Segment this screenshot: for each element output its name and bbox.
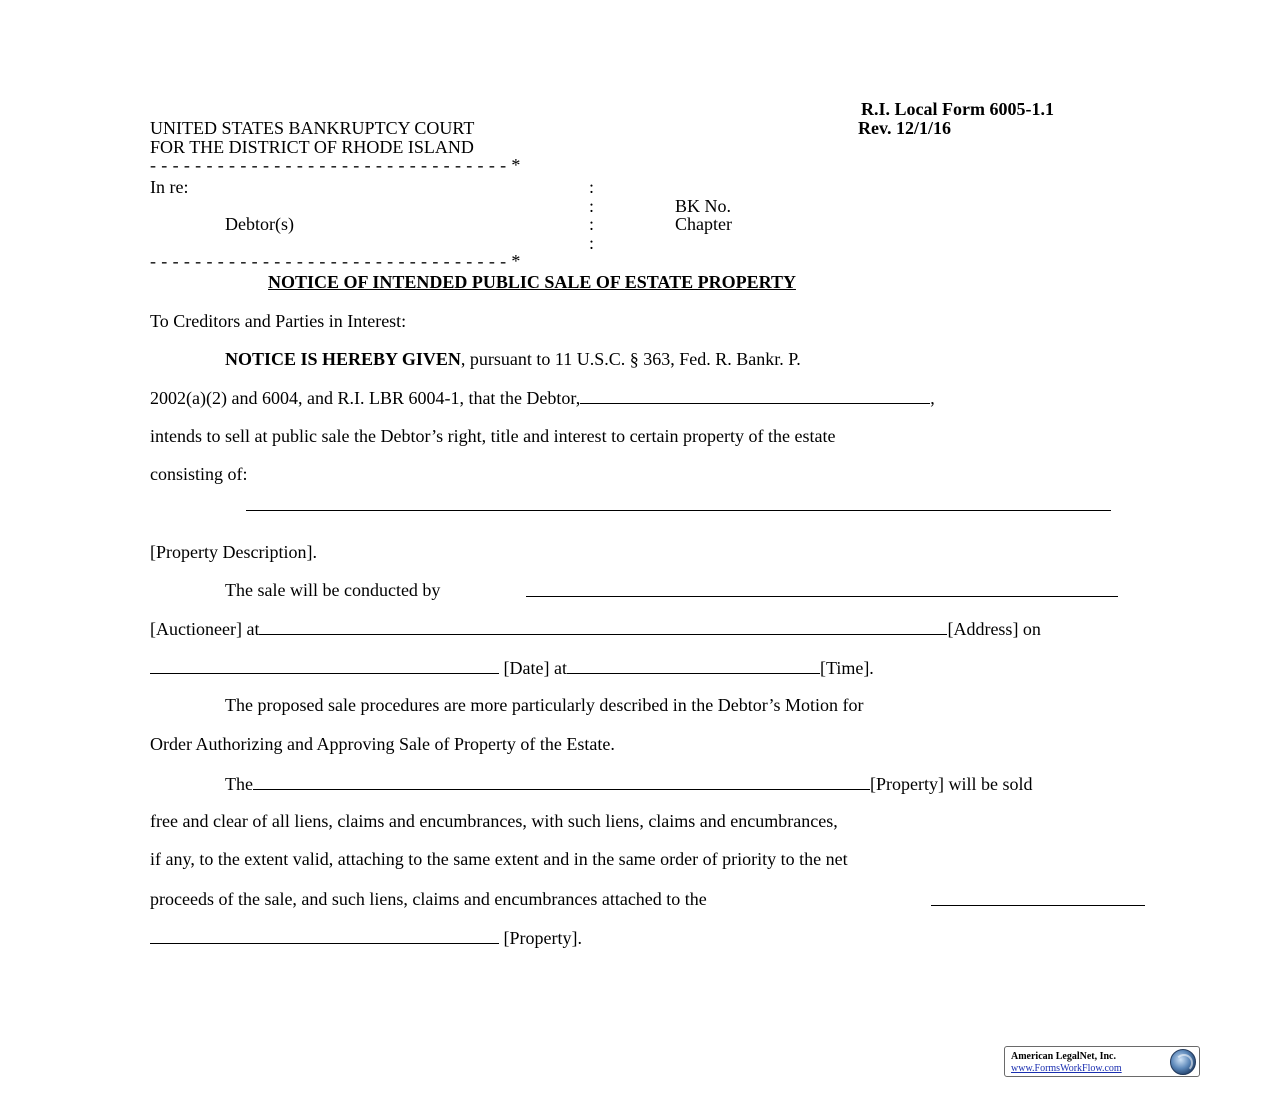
para2-line2-text: [Auctioneer] at <box>150 619 260 639</box>
salutation: To Creditors and Parties in Interest: <box>150 311 407 331</box>
time-label: [Time]. <box>819 658 874 678</box>
caption-colon: : <box>589 233 595 253</box>
para3-line2: Order Authorizing and Approving Sale of Property of the Estate. <box>150 734 615 754</box>
document-title: NOTICE OF INTENDED PUBLIC SALE OF ESTATE PROPERTY <box>268 272 796 292</box>
court-district: FOR THE DISTRICT OF RHODE ISLAND <box>150 137 474 157</box>
bk-number-label: BK No. <box>675 196 732 216</box>
para2-line2 <box>150 619 1041 638</box>
property-continued-field[interactable] <box>150 928 499 944</box>
property-description-label: [Property Description]. <box>150 542 317 562</box>
debtor-label: Debtor(s) <box>225 214 294 234</box>
para4-line3: if any, to the extent valid, attaching to the same extent and in the same order of priority to the net <box>150 849 848 869</box>
para4-line2: free and clear of all liens, claims and encumbrances, with such liens, claims and encumbrances, <box>150 811 838 831</box>
caption-divider-bottom: - - - - - - - - - - - - - - - - - - - - - - - - - - - - - - - - * <box>150 251 521 271</box>
caption-colon: : <box>589 214 595 234</box>
globe-icon <box>1170 1049 1196 1075</box>
para3-line1: The proposed sale procedures are more particularly described in the Debtor’s Motion for <box>225 695 864 715</box>
attached-property-field[interactable] <box>931 905 1145 906</box>
para4-line1 <box>225 774 1032 793</box>
american-legalnet-logo[interactable] <box>1004 1046 1200 1077</box>
form-number: R.I. Local Form 6005-1.1 <box>861 99 1054 119</box>
para2-line1 <box>225 581 440 599</box>
logo-url-link[interactable]: www.FormsWorkFlow.com <box>1011 1063 1122 1074</box>
caption-colon: : <box>589 177 595 197</box>
para1-line1-rest: , pursuant to 11 U.S.C. § 363, Fed. R. Bankr. P. <box>460 349 801 369</box>
para1-line2-comma: , <box>930 388 935 408</box>
property-description-field[interactable] <box>246 510 1111 511</box>
para1-line4: consisting of: <box>150 464 248 484</box>
para4-line5-text: [Property]. <box>503 928 582 948</box>
chapter-label: Chapter <box>675 214 732 234</box>
caption-colon: : <box>589 196 595 216</box>
in-re-label: In re: <box>150 177 189 197</box>
para2-line2-end: [Address] on <box>947 619 1041 639</box>
para4-line5 <box>150 928 582 947</box>
date-field[interactable] <box>150 658 499 674</box>
address-field[interactable] <box>259 619 947 635</box>
para1-line2-text: 2002(a)(2) and 6004, and R.I. LBR 6004-1, that the Debtor, <box>150 388 581 408</box>
debtor-name-field[interactable] <box>580 388 930 404</box>
para2-line1-text: The sale will be conducted by <box>225 580 441 600</box>
form-revision: Rev. 12/1/16 <box>858 118 951 138</box>
notice-lead: NOTICE IS HEREBY GIVEN <box>225 349 461 369</box>
para2-line3 <box>150 658 874 677</box>
caption-divider-top: - - - - - - - - - - - - - - - - - - - - - - - - - - - - - - - - * <box>150 155 521 175</box>
para1-line3: intends to sell at public sale the Debtor’s right, title and interest to certain property of the estate <box>150 426 836 446</box>
para4-line4: proceeds of the sale, and such liens, claims and encumbrances attached to the <box>150 889 707 909</box>
para1-line1 <box>225 350 801 368</box>
property-field[interactable] <box>253 774 870 790</box>
para4-line1-end: [Property] will be sold <box>869 774 1033 794</box>
auctioneer-field[interactable] <box>526 596 1118 597</box>
para4-line1-text: The <box>225 774 253 794</box>
court-name: UNITED STATES BANKRUPTCY COURT <box>150 118 475 138</box>
logo-company: American LegalNet, Inc. <box>1011 1051 1116 1062</box>
para1-line2 <box>150 388 935 407</box>
time-field[interactable] <box>567 658 820 674</box>
date-label: [Date] at <box>503 658 567 678</box>
